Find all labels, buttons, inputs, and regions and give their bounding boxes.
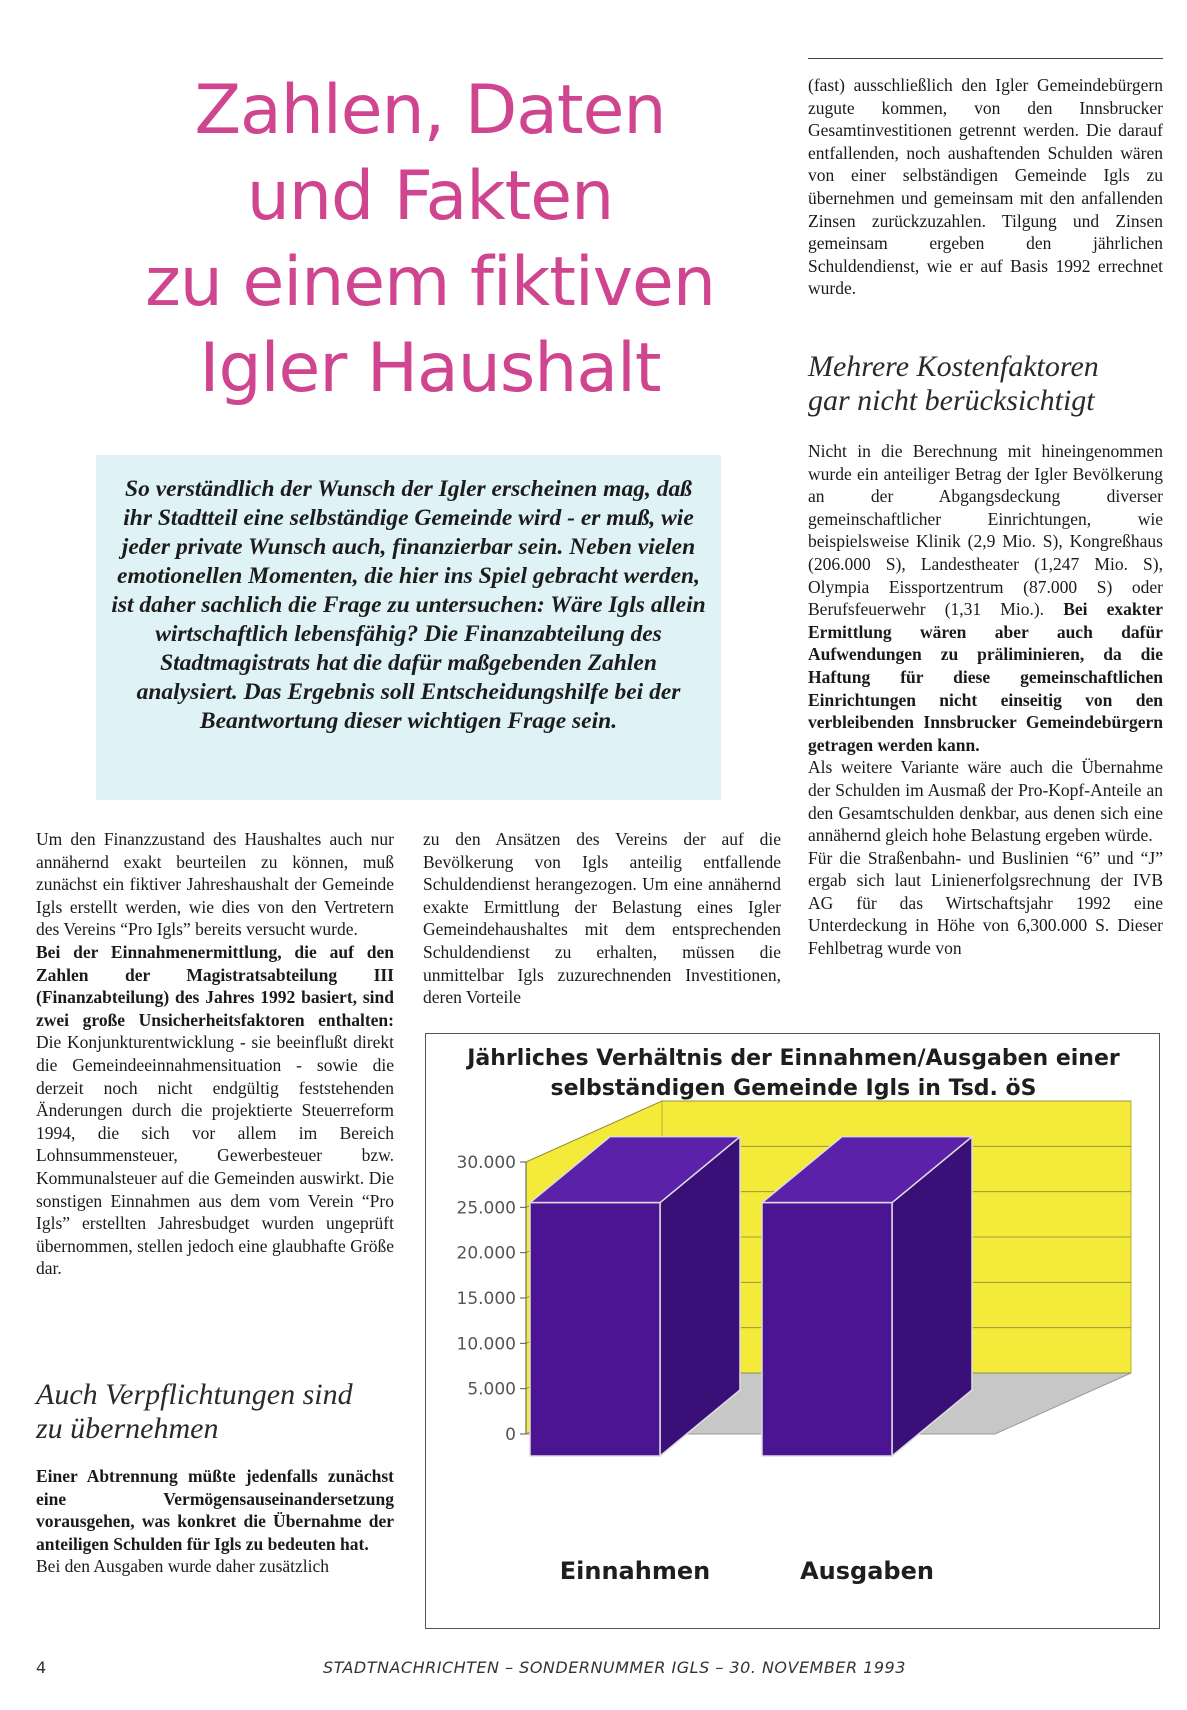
subheading-cost-factors: Mehrere Kostenfaktoren gar nicht berücksichtigt [808, 350, 1099, 417]
y-tick-label: 5.000 [467, 1379, 516, 1400]
paragraph-text: Die Konjunkturentwicklung - sie beeinflußt direkt die Gemeindeeinnahmensituation - sowie die derzeit noch nicht endgültig feststehenden Änderungen durch die projektierte Steuerreform 1994, die sich vor allem im Bereich Lohnsummensteuer, Gewerbesteuer bzw. Kommunalsteuer auf die Gemeinden auswirkt. Die sonstigen Einnahmen aus dem vom Verein “Pro Igls” erstellten Jahresbudget wurden ungeprüft übernommen, stellen jedoch eine glaubhafte Größe dar. [36, 1032, 394, 1279]
page-title [60, 68, 800, 412]
title-line: Igler Haushalt [199, 329, 661, 408]
y-tick-label: 0 [505, 1425, 516, 1445]
chart-title: Jährliches Verhältnis der Einnahmen/Ausgaben einer selbständigen Gemeinde Igls in Tsd. öS [467, 1046, 1120, 1101]
footer-text: STADTNACHRICHTEN – SONDERNUMMER IGLS – 30. NOVEMBER 1993 [323, 1658, 906, 1677]
column-3 [808, 74, 1163, 300]
bar [530, 1203, 660, 1456]
column-3-continued [808, 440, 1163, 960]
y-tick-label: 30.000 [456, 1153, 516, 1173]
title-line: und Fakten [246, 157, 614, 236]
chart-box [425, 1033, 1160, 1629]
lead-box [96, 455, 721, 800]
paragraph [36, 941, 394, 1280]
subheading-obligations: Auch Verpflichtungen sind zu übernehmen [36, 1378, 353, 1445]
paragraph [808, 440, 1163, 756]
category-label: Ausgaben [800, 1557, 934, 1585]
paragraph: (fast) ausschließlich den Igler Gemeindebürgern zugute kommen, von den Innsbrucker Gesamtinvestitionen getrennt werden. Die darauf entfallenden, noch aushaftenden Schulden wären von einer selbständigen Gemeinde Igls zu übernehmen und gemeinsam mit den anfallenden Zinsen zurückzuzahlen. Tilgung und Zinsen gemeinsam ergeben den jährlichen Schuldendienst, wie er auf Basis 1992 errechnet wurde. [808, 75, 1163, 299]
paragraph-bold [36, 1465, 394, 1555]
y-tick-label: 20.000 [456, 1243, 516, 1264]
title-line: zu einem fiktiven [145, 243, 715, 322]
paragraph-bold: Bei exakter Ermittlung wären aber auch dafür Aufwendungen zu präliminieren, da die Haftung für diese gemeinschaftlichen Einrichtungen nicht einseitig von den verbleibenden Innsbrucker Gemeindebürgern getragen werden kann. [808, 599, 1163, 755]
title-line: Zahlen, Daten [194, 71, 666, 150]
paragraph-bold: Bei der Einnahmenermittlung, die auf den Zahlen der Magistratsabteilung III (Finanzabteilung) des Jahres 1992 basiert, sind zwei große Unsicherheitsfaktoren enthalten: [36, 941, 394, 1030]
paragraph: Bei den Ausgaben wurde daher zusätzlich [36, 1556, 330, 1577]
page-number: 4 [36, 1658, 47, 1677]
paragraph: zu den Ansätzen des Vereins der auf die Bevölkerung von Igls anteilig entfallende Schuldendienst herangezogen. Um eine annähernd exakte Ermittlung der Belastung eines Igler Gemeindehaushaltes mit dem entsprechenden Schuldendienst zu erhalten, müssen die unmittelbar Igls zuzurechnenden Investitionen, deren Vorteile [423, 829, 781, 1008]
paragraph: Als weitere Variante wäre auch die Übernahme der Schulden im Ausmaß der Pro-Kopf-Anteile an den Gesamtschulden denkbar, aus denen sich eine annähernd gleich hohe Belastung ergeben würde. [808, 757, 1163, 846]
bar [762, 1203, 892, 1456]
column-2 [423, 828, 781, 1009]
bar-chart-3d [426, 1034, 1159, 1628]
paragraph: Für die Straßenbahn- und Buslinien “6” und “J” ergab sich laut Linienerfolgsrechnung der IVB AG für das Wirtschaftsjahr 1992 eine Unterdeckung in Höhe von 6,300.000 S. Dieser Fehlbetrag wurde von [808, 847, 1163, 959]
bold-text: Einer Abtrennung müßte jedenfalls zunächst eine Vermögensauseinandersetzung vorausgehen, was konkret die Übernahme der anteiligen Schulden für Igls zu bedeuten hat. [36, 1466, 394, 1554]
column-1 [36, 828, 394, 1280]
paragraph-text: Nicht in die Berechnung mit hineingenommen wurde ein anteiliger Betrag der Igler Bevölkerung an der Abgangsdeckung diverser gemeinschaftlicher Einrichtungen, wie beispielsweise Klinik (2,9 Mio. S), Kongreßhaus (206.000 S), Landestheater (1,247 Mio. S), Olympia Eissportzentrum (87.000 S) oder Berufsfeuerwehr (1,31 Mio.). [808, 441, 1163, 620]
lead-text: So verständlich der Wunsch der Igler erscheinen mag, daß ihr Stadtteil eine selbständige Gemeinde wird - er muß, wie jeder private Wunsch auch, finanzierbar sein. Neben vielen emotionellen Momenten, die hier ins Spiel gebracht werden, ist daher sachlich die Frage zu untersuchen: Wäre Igls allein wirtschaftlich lebensfähig? Die Finanzabteilung des Stadtmagistrats hat die dafür maßgebenden Zahlen analysiert. Das Ergebnis soll Entscheidungshilfe bei der Beantwortung dieser wichtigen Frage sein. [111, 476, 706, 734]
column-rule [808, 58, 1163, 59]
y-tick-label: 25.000 [456, 1198, 516, 1219]
category-label: Einnahmen [559, 1557, 711, 1585]
paragraph: Um den Finanzzustand des Haushaltes auch nur annähernd exakt beurteilen zu können, muß zunächst ein fiktiver Jahreshaushalt der Gemeinde Igls erstellt werden, wie dies von den Vertretern des Vereins “Pro Igls” bereits versucht wurde. [36, 829, 394, 940]
y-tick-label: 10.000 [456, 1334, 516, 1355]
y-tick-label: 15.000 [456, 1289, 516, 1309]
column-1-continued [36, 1465, 394, 1578]
